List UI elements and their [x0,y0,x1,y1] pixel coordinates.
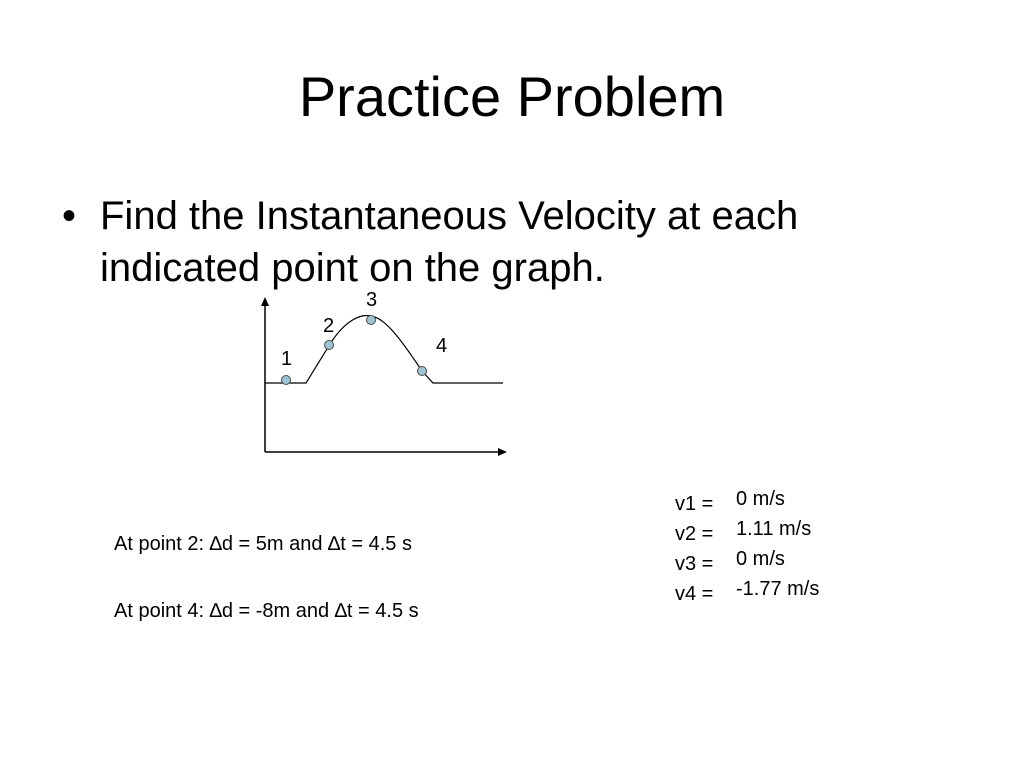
slide-title: Practice Problem [298,65,726,128]
position-curve [265,316,503,383]
answer-label-v1: v1 = [675,493,714,515]
graph-point-4 [418,367,427,376]
given-point-2: At point 2: ∆d = 5m and ∆t = 4.5 s [114,533,412,555]
instruction-text: Find the Instantaneous Velocity at each indicated point on the graph. [100,194,799,290]
point-label-3: 3 [366,289,378,311]
graph-point-2 [325,341,334,350]
answer-value-v2: 1.11 m/s [736,518,812,540]
point-label-4: 4 [436,335,448,357]
given-point-4: At point 4: ∆d = -8m and ∆t = 4.5 s [114,600,419,622]
point-label-1: 1 [281,348,293,370]
point-label-2: 2 [323,315,335,337]
answer-value-v3: 0 m/s [736,548,785,570]
answer-label-v2: v2 = [675,523,714,545]
answer-values [736,484,819,604]
answer-labels [675,489,713,609]
graph-point-1 [282,376,291,385]
y-axis-arrow-icon [261,297,269,306]
answer-value-v4: -1.77 m/s [736,578,820,600]
graph-point-3 [367,316,376,325]
bullet-marker: • [62,194,77,238]
answer-value-v1: 0 m/s [736,488,785,510]
x-axis-arrow-icon [498,448,507,456]
answer-label-v4: v4 = [675,583,714,605]
answer-label-v3: v3 = [675,553,714,575]
